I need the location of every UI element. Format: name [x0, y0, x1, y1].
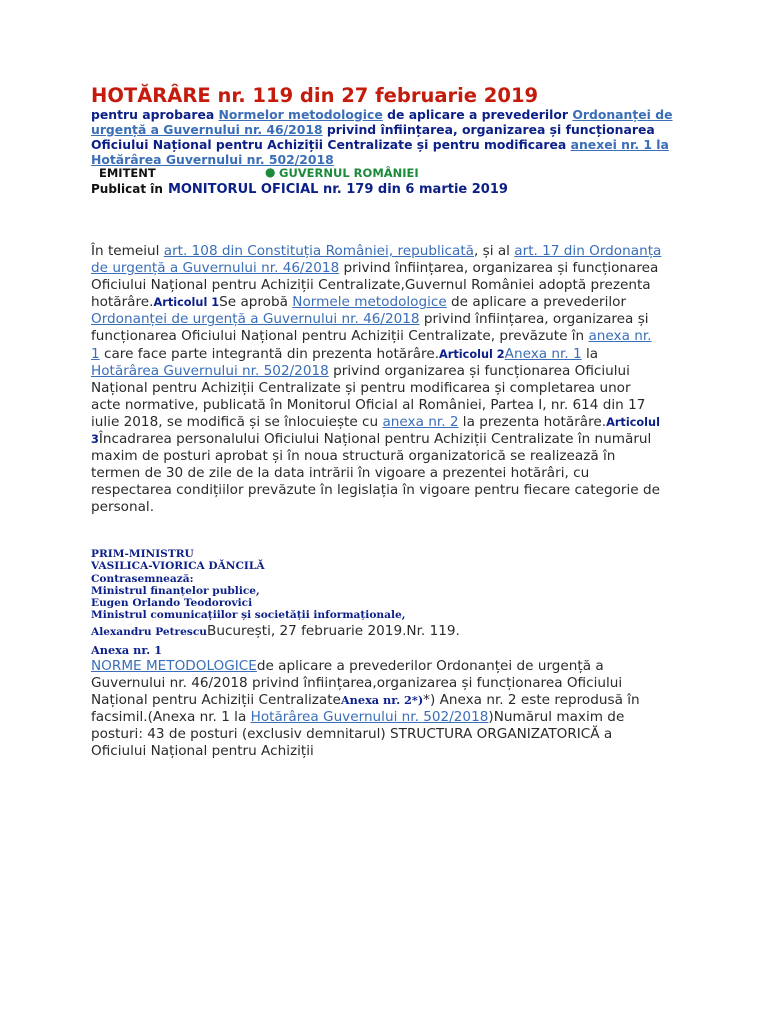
anexa-text [91, 658, 671, 761]
link-normele-metodologice[interactable]: Normelor metodologice [218, 107, 383, 122]
emitent-row [91, 166, 703, 182]
signature-last-line [91, 622, 691, 639]
link-oug-46-2018[interactable]: Ordonanței de urgență a Guvernului nr. 46/2018 [91, 107, 673, 137]
article-1-label: Articolul 1 [153, 296, 220, 310]
link-anexa-1-article-2[interactable]: Anexa nr. 1 [504, 345, 582, 362]
signature-comunicatii-name: Alexandru Petrescu [91, 625, 207, 638]
article-3-label: Articolul 3 [91, 415, 660, 447]
link-normele-metodologice-body[interactable]: Normele metodologice [292, 294, 447, 311]
anexa-section [91, 642, 671, 761]
body-text-9: privind organizarea și funcționarea Oficiului Național pentru Achiziții Centralizate și pentru modificarea și completarea unor acte normative, publicată în Monitorul Oficial al României, Partea I, nr. 614 din 17 iulie 2018, se modifică și se înlocuiește cu [91, 362, 646, 430]
link-anexa-2[interactable]: anexa nr. 2 [382, 413, 459, 430]
signature-finante-name: Eugen Orlando Teodorovici [91, 597, 253, 610]
anexa-text-1: de aplicare a prevederilor Ordonanței de urgență a Guvernului nr. 46/2018 privind înființarea,organizarea și funcționarea Oficiului Național pentru Achiziții Centralizate [91, 658, 623, 709]
signature-pm-name: VASILICA-VIORICA DĂNCILĂ [91, 560, 265, 573]
link-oug-body[interactable]: Ordonanței de urgență a Guvernului nr. 46/2018 [91, 311, 420, 328]
emitent-value: GUVERNUL ROMÂNIEI [279, 166, 419, 180]
body-text-11: Încadrarea personalului Oficiului Național pentru Achiziții Centralizate în numărul maxim de posturi aprobat și în noua structură organizatorică se realizează în termen de 30 de zile de la data intrării în vigoare a prezentei hotărâri, cu respectarea condițiilor prevăzute în legislația în vigoare pentru fiecare categorie de personal. [91, 431, 660, 516]
link-anexa-hg-502-2018[interactable]: anexei nr. 1 la Hotărârea Guvernului nr. 502/2018 [91, 137, 669, 167]
body-text-3: privind înființarea, organizarea și funcționarea Oficiului Național pentru Achiziții Centralizate,Guvernul României adoptă prezenta hotărâre. [91, 260, 659, 311]
body-text-10: la prezenta hotărâre. [458, 413, 607, 430]
article-2-label: Articolul 2 [439, 347, 505, 361]
anexa-text-2: *) Anexa nr. 2 este reprodusă în facsimil.(Anexa nr. 1 la [91, 692, 640, 726]
body-text-6: privind înființarea, organizarea și funcționarea Oficiului Național pentru Achiziții Centralizate, prevăzute în [91, 311, 649, 345]
body-text-1: În temeiul [91, 243, 164, 259]
link-anexa-1[interactable]: anexa nr. 1 [91, 328, 652, 362]
signature-contrasemneaza: Contrasemnează: [91, 572, 194, 585]
anexa-1-heading: Anexa nr. 1 [91, 643, 163, 657]
body-text-5: de aplicare a prevederilor [446, 294, 627, 311]
subtitle-text-1: pentru aprobarea [91, 107, 219, 122]
body-text-4: Se aprobă [219, 294, 293, 311]
emitent-label: EMITENT [99, 166, 156, 180]
signature-ministru-finante: Ministrul finanțelor publice, [91, 584, 260, 597]
body-text-8: la [581, 345, 599, 362]
place-date: București, 27 februarie 2019.Nr. 119. [207, 622, 460, 639]
document-subtitle [91, 107, 703, 167]
subtitle-text-3: privind înființarea, organizarea și funcționarea Oficiului Național pentru Achiziții Centralizate și pentru modificarea [91, 122, 655, 152]
body-text-2: , și al [474, 243, 515, 259]
anexa-2-label: Anexa nr. 2*) [340, 693, 424, 708]
bullet-icon: ● [265, 165, 276, 179]
link-hg-502-2018-anexa[interactable]: Hotărârea Guvernului nr. 502/2018 [250, 709, 489, 726]
anexa-text-3: )Numărul maxim de posturi: 43 de posturi (exclusiv demnitarul) STRUCTURA ORGANIZATORICĂ a Oficiului Național pentru Achiziții [91, 709, 625, 760]
body-text-7: care face parte integrantă din prezenta hotărâre. [99, 345, 440, 362]
link-hg-502-2018[interactable]: Hotărârea Guvernului nr. 502/2018 [91, 362, 329, 379]
publicat-label: Publicat în [91, 182, 163, 196]
signature-prim-ministru: PRIM-MINISTRU [91, 548, 194, 560]
link-art-108-constitutia[interactable]: art. 108 din Constituția României, republicată [163, 243, 475, 259]
body-text [91, 243, 663, 517]
publicat-row [91, 182, 703, 197]
publicat-value: MONITORUL OFICIAL nr. 179 din 6 martie 2019 [167, 182, 508, 197]
link-art-17-oug[interactable]: art. 17 din Ordonanța de urgență a Guvernului nr. 46/2018 [91, 243, 662, 277]
signature-block [91, 548, 691, 638]
subtitle-text-2: de aplicare a prevederilor [382, 107, 573, 122]
link-norme-metodologice[interactable]: NORME METODOLOGICE [91, 658, 257, 674]
signature-ministru-comunicatii: Ministrul comunicațiilor și societății informaționale, [91, 609, 406, 622]
document-title: HOTĂRÂRE nr. 119 din 27 februarie 2019 [91, 84, 539, 107]
